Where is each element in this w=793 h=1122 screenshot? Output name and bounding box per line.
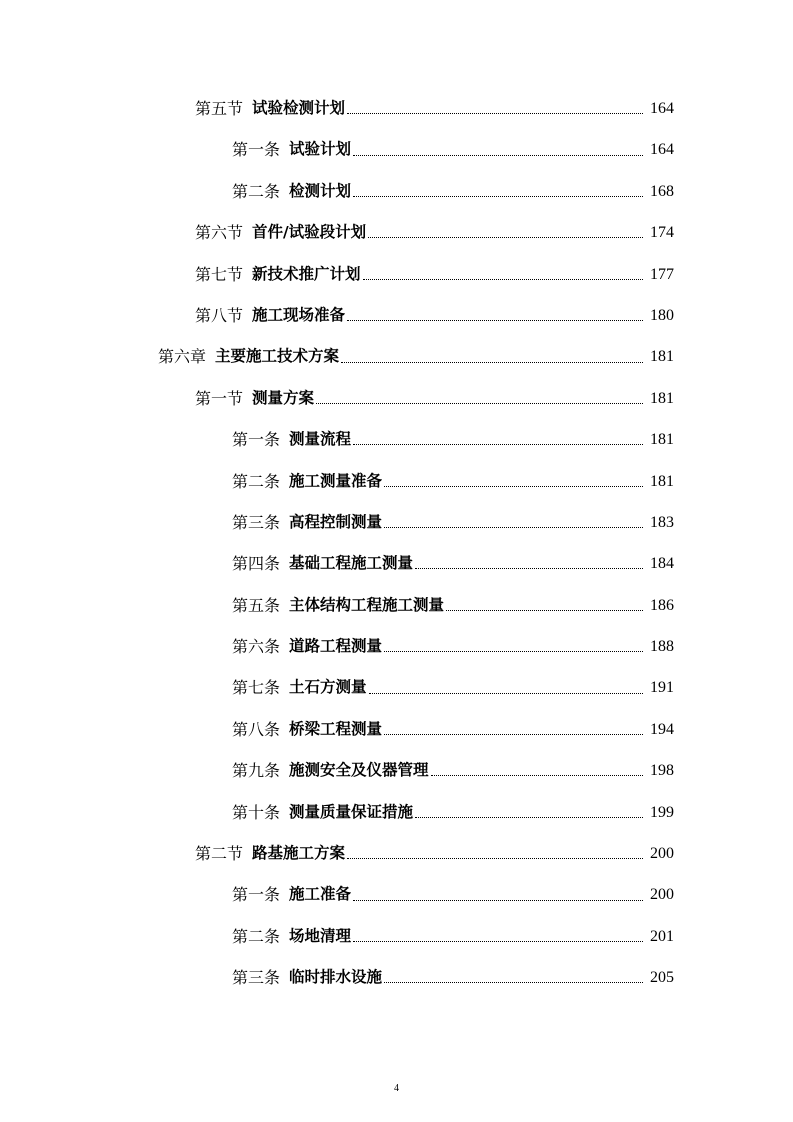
toc-entry-page: 201 (650, 927, 674, 945)
toc-entry-title: 施工测量准备 (289, 471, 383, 490)
toc-entry-label: 第五条 (232, 595, 281, 615)
toc-entry-label: 第一条 (232, 885, 281, 905)
toc-entry-title: 施工准备 (289, 885, 352, 904)
toc-entry-title: 路基施工方案 (252, 844, 346, 863)
toc-entry-label: 第十条 (232, 802, 281, 822)
toc-entry[interactable] (0, 254, 793, 295)
toc-entry-page: 181 (650, 389, 674, 407)
toc-entry-title: 桥梁工程测量 (289, 719, 383, 738)
toc-entry-title: 测量质量保证措施 (289, 802, 414, 821)
toc-entry-label: 第六章 (158, 347, 207, 367)
toc-entry-label: 第八条 (232, 719, 281, 739)
dot-leader (353, 900, 643, 901)
dot-leader (347, 858, 643, 859)
toc-entry-page: 194 (650, 720, 674, 738)
toc-entry[interactable] (0, 792, 793, 833)
toc-entry-title: 检测计划 (289, 181, 352, 200)
dot-leader (384, 982, 643, 983)
toc-entry-page: 177 (650, 265, 674, 283)
toc-entry-title: 道路工程测量 (289, 637, 383, 656)
toc-entry[interactable] (0, 750, 793, 791)
toc-entry-label: 第一条 (232, 430, 281, 450)
toc-entry-page: 181 (650, 472, 674, 490)
toc-entry[interactable] (0, 88, 793, 129)
dot-leader (347, 113, 643, 114)
toc-entry-title: 主要施工技术方案 (215, 347, 340, 366)
toc-entry-page: 184 (650, 555, 674, 573)
dot-leader (384, 734, 643, 735)
toc-entry-title: 新技术推广计划 (252, 264, 361, 283)
toc-entry-page: 200 (650, 845, 674, 863)
toc-entry[interactable] (0, 336, 793, 377)
toc-entry-title: 场地清理 (289, 926, 352, 945)
toc-entry-label: 第八节 (195, 305, 244, 325)
toc-entry-page: 164 (650, 100, 674, 117)
toc-entry-page: 164 (650, 141, 674, 159)
toc-entry-page: 200 (650, 886, 674, 904)
toc-entry-page: 205 (650, 969, 674, 987)
toc-entry-title: 测量方案 (252, 388, 315, 407)
toc-entry-label: 第七条 (232, 678, 281, 698)
toc-entry[interactable] (0, 171, 793, 212)
toc-entry-title: 首件/试验段计划 (252, 223, 367, 242)
toc-entry-page: 186 (650, 596, 674, 614)
dot-leader (384, 527, 643, 528)
toc-entry-label: 第四条 (232, 554, 281, 574)
toc-entry[interactable] (0, 212, 793, 253)
toc-entry-title: 施测安全及仪器管理 (289, 761, 429, 780)
dot-leader (446, 610, 643, 611)
toc-entry-page: 183 (650, 513, 674, 531)
toc-entry[interactable] (0, 295, 793, 336)
dot-leader (431, 775, 643, 776)
toc-entry[interactable] (0, 916, 793, 957)
toc-entry-title: 临时排水设施 (289, 968, 383, 987)
dot-leader (415, 817, 643, 818)
toc-entry-label: 第二条 (232, 181, 281, 201)
dot-leader (316, 403, 643, 404)
toc-entry-title: 试验检测计划 (252, 99, 346, 117)
dot-leader (369, 693, 643, 694)
dot-leader (368, 237, 643, 238)
toc-entry-label: 第五节 (195, 99, 244, 118)
toc-entry-title: 高程控制测量 (289, 512, 383, 531)
toc-entry-label: 第六节 (195, 223, 244, 243)
toc-entry-label: 第二条 (232, 471, 281, 491)
toc-entry[interactable] (0, 709, 793, 750)
toc-entry-title: 试验计划 (289, 140, 352, 159)
dot-leader (353, 155, 643, 156)
toc-entry-label: 第二节 (195, 844, 244, 864)
toc-entry-page: 198 (650, 762, 674, 780)
dot-leader (353, 941, 643, 942)
page-number: 4 (394, 1083, 399, 1094)
toc-entry[interactable] (0, 626, 793, 667)
toc-entry-title: 测量流程 (289, 430, 352, 449)
toc-entry-title: 基础工程施工测量 (289, 554, 414, 573)
toc-entry-label: 第六条 (232, 637, 281, 657)
toc-entry-label: 第三条 (232, 512, 281, 532)
toc-entry-label: 第一节 (195, 388, 244, 408)
toc-entry[interactable] (0, 957, 793, 998)
table-of-contents (0, 88, 793, 999)
dot-leader (415, 568, 643, 569)
toc-entry[interactable] (0, 461, 793, 502)
toc-entry-page: 181 (650, 431, 674, 449)
toc-entry-label: 第三条 (232, 968, 281, 988)
toc-entry[interactable] (0, 378, 793, 419)
toc-entry-label: 第一条 (232, 140, 281, 160)
dot-leader (341, 362, 643, 363)
toc-entry-page: 181 (650, 348, 674, 366)
dot-leader (353, 444, 643, 445)
toc-entry[interactable] (0, 543, 793, 584)
toc-entry-label: 第九条 (232, 761, 281, 781)
toc-entry-label: 第七节 (195, 264, 244, 284)
toc-entry[interactable] (0, 874, 793, 915)
toc-entry-label: 第二条 (232, 926, 281, 946)
toc-entry[interactable] (0, 419, 793, 460)
dot-leader (347, 320, 643, 321)
toc-entry[interactable] (0, 667, 793, 708)
dot-leader (353, 196, 643, 197)
toc-entry[interactable] (0, 585, 793, 626)
dot-leader (384, 486, 643, 487)
toc-entry-title: 土石方测量 (289, 678, 367, 697)
toc-entry-page: 180 (650, 306, 674, 324)
toc-entry[interactable] (0, 502, 793, 543)
toc-entry-page: 188 (650, 638, 674, 656)
dot-leader (384, 651, 643, 652)
toc-entry-page: 191 (650, 679, 674, 697)
toc-entry-page: 174 (650, 224, 674, 242)
toc-entry[interactable] (0, 833, 793, 874)
dot-leader (363, 279, 643, 280)
toc-entry-title: 施工现场准备 (252, 305, 346, 324)
toc-entry-page: 199 (650, 803, 674, 821)
toc-entry[interactable] (0, 129, 793, 170)
toc-entry-page: 168 (650, 182, 674, 200)
toc-entry-title: 主体结构工程施工测量 (289, 595, 445, 614)
